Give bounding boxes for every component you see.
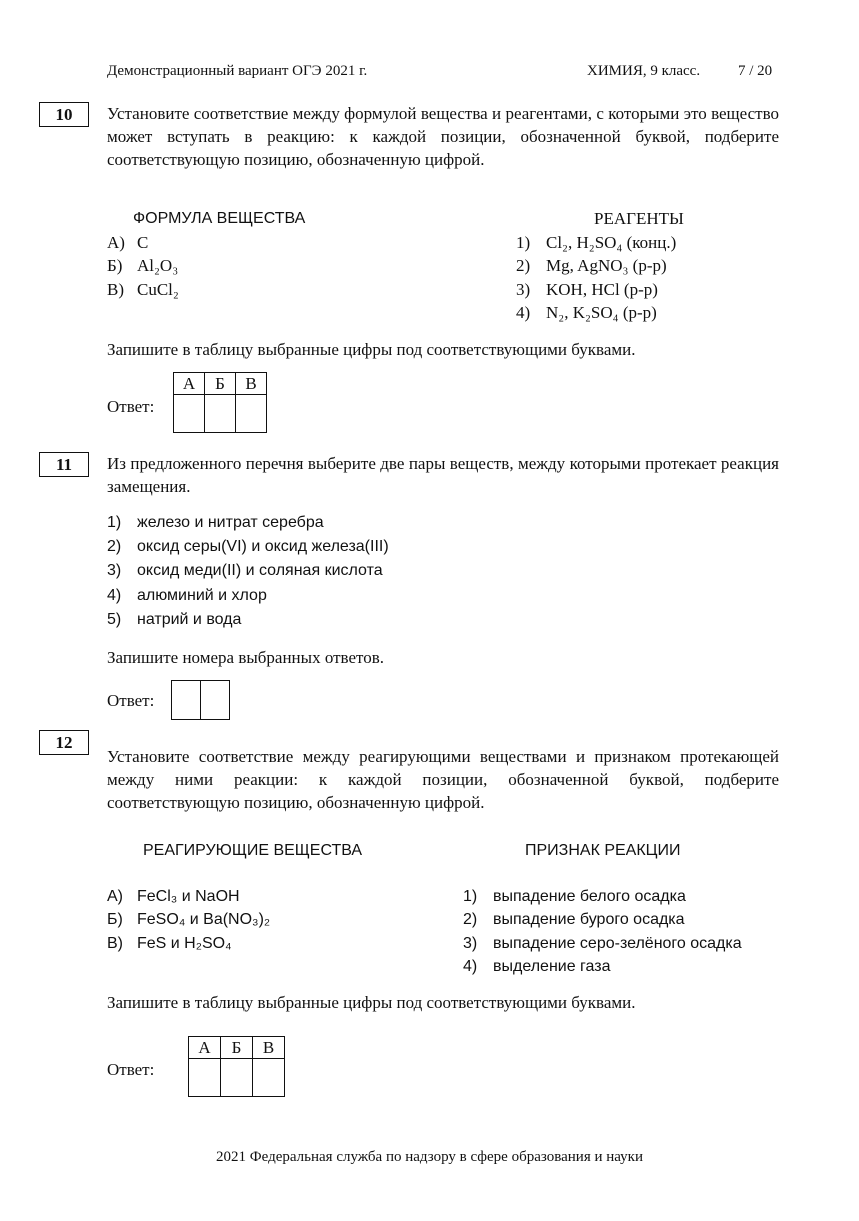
answer-cell-c[interactable] <box>253 1059 285 1097</box>
question-number-box: 10 <box>39 102 89 127</box>
answer-header-c: В <box>236 373 267 395</box>
question-text: Установите соответствие между формулой вещества и реагентами, с которыми это вещество может вступать в реакцию: к каждой позиции, обозначенной буквой, подберите соответствующую позицию, обозначенную цифрой. <box>107 104 779 169</box>
option-right-1: 1) выпадение белого осадка <box>463 888 686 905</box>
answer-header-b: Б <box>221 1037 253 1059</box>
left-column-heading: ФОРМУЛА ВЕЩЕСТВА <box>133 210 306 227</box>
question-text: Из предложенного перечня выберите две пары веществ, между которыми протекает реакция замещения. <box>107 454 779 496</box>
answer-table <box>188 1036 285 1097</box>
question-number-box: 12 <box>39 730 89 755</box>
option-1: 1) железо и нитрат серебра <box>107 514 324 531</box>
option-right-2: 2) Mg, AgNO₃ (р-р) <box>516 256 667 275</box>
option-left-b: Б) Al₂O₃ <box>107 256 179 275</box>
option-3: 3) оксид меди(II) и соляная кислота <box>107 562 383 579</box>
answer-cell-2[interactable] <box>201 681 230 720</box>
option-right-1: 1) Cl₂, H₂SO₄ (конц.) <box>516 233 677 252</box>
answer-cells <box>171 680 230 720</box>
footer-copyright: 2021 Федеральная служба по надзору в сфере образования и науки <box>216 1149 643 1165</box>
right-column-heading: РЕАГЕНТЫ <box>594 209 684 228</box>
answer-header-b: Б <box>205 373 236 395</box>
question-number-box: 11 <box>39 452 89 477</box>
option-right-3: 3) KOH, HCl (р-р) <box>516 280 658 299</box>
option-right-3: 3) выпадение серо-зелёного осадка <box>463 935 742 952</box>
answer-header-a: А <box>189 1037 221 1059</box>
header-subject: ХИМИЯ, 9 класс. <box>587 63 701 79</box>
answer-header-c: В <box>253 1037 285 1059</box>
option-left-c: В) CuCl₂ <box>107 280 179 299</box>
option-left-a: А) FeCl₃ и NaOH <box>107 888 240 905</box>
answer-cell-b[interactable] <box>205 395 236 433</box>
option-4: 4) алюминий и хлор <box>107 587 267 604</box>
answer-cell-1[interactable] <box>172 681 201 720</box>
option-left-a: А) C <box>107 233 149 252</box>
answer-header-a: А <box>174 373 205 395</box>
question-text: Установите соответствие между реагирующими веществами и признаком протекающей между ними реакции: к каждой позиции, обозначенной буквой, подберите соответствующую позицию, обозначенную цифрой. <box>107 747 779 812</box>
answer-cell-c[interactable] <box>236 395 267 433</box>
option-right-2: 2) выпадение бурого осадка <box>463 911 685 928</box>
option-left-c: В) FeS и H₂SO₄ <box>107 935 232 952</box>
instruction: Запишите в таблицу выбранные цифры под соответствующими буквами. <box>107 340 636 359</box>
left-column-heading: РЕАГИРУЮЩИЕ ВЕЩЕСТВА <box>143 842 363 859</box>
answer-label: Ответ: <box>107 397 155 416</box>
answer-table <box>173 372 267 433</box>
answer-cell-b[interactable] <box>221 1059 253 1097</box>
option-5: 5) натрий и вода <box>107 611 242 628</box>
header-exam-title: Демонстрационный вариант ОГЭ 2021 г. <box>107 63 368 79</box>
instruction: Запишите в таблицу выбранные цифры под соответствующими буквами. <box>107 993 636 1012</box>
option-right-4: 4) N₂, K₂SO₄ (р-р) <box>516 303 657 322</box>
option-left-b: Б) FeSO₄ и Ba(NO₃)₂ <box>107 911 271 928</box>
instruction: Запишите номера выбранных ответов. <box>107 648 384 667</box>
answer-cell-a[interactable] <box>174 395 205 433</box>
right-column-heading: ПРИЗНАК РЕАКЦИИ <box>525 842 681 859</box>
answer-cell-a[interactable] <box>189 1059 221 1097</box>
answer-label: Ответ: <box>107 691 155 710</box>
header-page-number: 7 / 20 <box>738 63 773 79</box>
option-2: 2) оксид серы(VI) и оксид железа(III) <box>107 538 389 555</box>
option-right-4: 4) выделение газа <box>463 958 611 975</box>
answer-label: Ответ: <box>107 1060 155 1079</box>
